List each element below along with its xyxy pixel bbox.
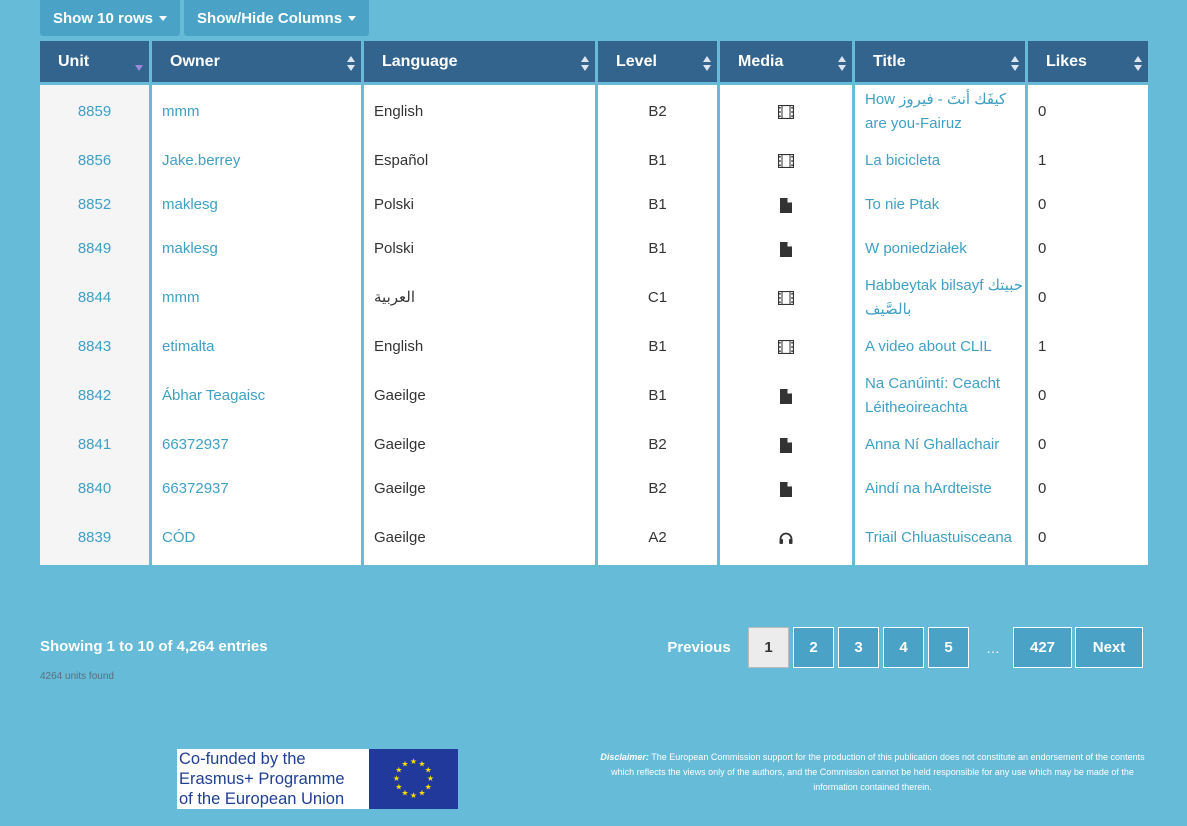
svg-text:★: ★ [424, 782, 432, 792]
erasmus-logo-text: Co-funded by the Erasmus+ Programme of the European Union [179, 750, 345, 808]
table-row [40, 511, 1148, 565]
show-hide-columns-dropdown[interactable] [184, 0, 369, 36]
level-cell: B2 [648, 103, 667, 120]
video-icon [778, 152, 794, 169]
likes-cell: 0 [1038, 436, 1047, 453]
unit-link[interactable]: 8852 [77, 196, 112, 213]
column-header-media[interactable]: Media [720, 41, 855, 85]
sort-desc-icon [135, 56, 143, 71]
next-page-button[interactable]: Next [1075, 627, 1143, 668]
pagination-ellipsis: … [986, 639, 1000, 656]
level-cell: B2 [648, 436, 667, 453]
show-rows-dropdown[interactable] [40, 0, 180, 36]
svg-text:★: ★ [418, 788, 426, 798]
column-header-title[interactable]: Title [855, 41, 1028, 85]
svg-text:★: ★ [409, 791, 418, 800]
likes-cell: 0 [1038, 103, 1047, 120]
sort-icon [838, 56, 846, 71]
title-link[interactable]: A video about CLIL [865, 338, 992, 355]
level-cell: C1 [647, 289, 668, 306]
title-link[interactable]: Aindí na hArdteiste [865, 480, 992, 497]
title-link[interactable]: To nie Ptak [865, 196, 940, 213]
unit-link[interactable]: 8859 [77, 103, 112, 120]
owner-link[interactable]: 66372937 [162, 480, 229, 497]
document-icon [780, 436, 792, 453]
page-last-button[interactable]: 427 [1013, 627, 1072, 668]
title-link[interactable]: Habbeytak bilsayf حبيتك بالصَّيف [865, 277, 1024, 318]
pagination [660, 627, 1143, 668]
units-table [40, 41, 1148, 565]
table-row [40, 139, 1148, 183]
unit-link[interactable]: 8842 [77, 387, 112, 404]
svg-text:★: ★ [418, 759, 426, 769]
language-cell: العربية [374, 289, 415, 306]
owner-link[interactable]: etimalta [162, 338, 215, 355]
table-row [40, 227, 1148, 271]
document-icon [780, 387, 792, 404]
column-header-language[interactable]: Language [364, 41, 598, 85]
column-header-unit[interactable]: Unit [40, 41, 152, 85]
page-1-button[interactable]: 1 [748, 627, 789, 668]
owner-link[interactable]: Ábhar Teagaisc [162, 387, 266, 404]
likes-cell: 0 [1038, 480, 1047, 497]
show-rows-label: Show 10 rows [53, 9, 154, 27]
language-cell: Gaeilge [374, 529, 426, 546]
language-cell: English [374, 338, 424, 355]
owner-link[interactable]: CÓD [162, 529, 196, 546]
table-row [40, 85, 1148, 139]
unit-link[interactable]: 8841 [77, 436, 112, 453]
unit-link[interactable]: 8840 [77, 480, 112, 497]
unit-link[interactable]: 8843 [77, 338, 112, 355]
level-cell: B1 [648, 387, 667, 404]
sort-icon [1011, 56, 1019, 71]
level-cell: B1 [648, 196, 667, 213]
table-row [40, 325, 1148, 369]
owner-link[interactable]: 66372937 [162, 436, 229, 453]
title-link[interactable]: W poniedziałek [865, 240, 967, 257]
erasmus-logo [177, 749, 458, 809]
svg-text:★: ★ [409, 757, 418, 766]
owner-link[interactable]: Jake.berrey [162, 152, 241, 169]
owner-link[interactable]: mmm [162, 103, 200, 120]
unit-link[interactable]: 8856 [77, 152, 112, 169]
title-link[interactable]: La bicicleta [865, 152, 941, 169]
caret-down-icon [348, 16, 356, 21]
language-cell: Polski [374, 196, 415, 213]
level-cell: A2 [648, 529, 667, 546]
column-header-level[interactable]: Level [598, 41, 720, 85]
table-row [40, 423, 1148, 467]
owner-link[interactable]: maklesg [162, 240, 218, 257]
previous-page-button[interactable]: Previous [667, 639, 731, 656]
page-3-button[interactable]: 3 [838, 627, 879, 668]
svg-text:★: ★ [424, 765, 432, 775]
language-cell: Polski [374, 240, 415, 257]
unit-link[interactable]: 8844 [77, 289, 112, 306]
video-icon [778, 338, 794, 355]
owner-link[interactable]: mmm [162, 289, 200, 306]
sort-icon [347, 56, 355, 71]
table-toolbar [40, 0, 369, 36]
likes-cell: 1 [1038, 338, 1047, 355]
table-row [40, 369, 1148, 423]
column-header-owner[interactable]: Owner [152, 41, 364, 85]
caret-down-icon [159, 16, 167, 21]
title-link[interactable]: Na Canúintí: Ceacht Léitheoireachta [865, 375, 1001, 416]
disclaimer: Disclaimer: The European Commission support for the production of this publication does not constitute an endorsement of the contents which reflects the views only of the authors, and the Commission cannot be held responsible for any use which may be made of the information contained therein. [600, 752, 1145, 792]
entries-info: Showing 1 to 10 of 4,264 entries [40, 638, 268, 655]
sort-icon [1134, 56, 1142, 71]
svg-text:★: ★ [392, 774, 401, 783]
owner-link[interactable]: maklesg [162, 196, 218, 213]
language-cell: English [374, 103, 424, 120]
svg-text:★: ★ [401, 759, 409, 769]
language-cell: Español [374, 152, 429, 169]
column-header-likes[interactable]: Likes [1028, 41, 1148, 85]
unit-link[interactable]: 8849 [77, 240, 112, 257]
title-link[interactable]: كيفَك أنتَ - فيروز How are you-Fairuz [865, 91, 1007, 132]
svg-text:★: ★ [401, 788, 409, 798]
language-cell: Gaeilge [374, 387, 426, 404]
likes-cell: 0 [1038, 196, 1047, 213]
level-cell: B1 [648, 152, 667, 169]
language-cell: Gaeilge [374, 480, 426, 497]
headphones-icon [779, 529, 793, 546]
table-row [40, 467, 1148, 511]
likes-cell: 0 [1038, 529, 1047, 546]
title-link[interactable]: Triail Chluastuisceana [865, 529, 1013, 546]
show-hide-columns-label: Show/Hide Columns [197, 9, 343, 27]
video-icon [778, 103, 794, 120]
svg-text:★: ★ [426, 774, 435, 783]
document-icon [780, 196, 792, 213]
document-icon [780, 240, 792, 257]
level-cell: B1 [648, 240, 667, 257]
video-icon [778, 289, 794, 306]
likes-cell: 0 [1038, 240, 1047, 257]
sort-icon [581, 56, 589, 71]
unit-link[interactable]: 8839 [77, 529, 112, 546]
page-4-button[interactable]: 4 [883, 627, 924, 668]
sort-icon [703, 56, 711, 71]
document-icon [780, 480, 792, 497]
likes-cell: 0 [1038, 387, 1047, 404]
svg-text:★: ★ [395, 782, 403, 792]
title-link[interactable]: Anna Ní Ghallachair [865, 436, 1000, 453]
level-cell: B2 [648, 480, 667, 497]
level-cell: B1 [648, 338, 667, 355]
language-cell: Gaeilge [374, 436, 426, 453]
likes-cell: 0 [1038, 289, 1047, 306]
table-row [40, 271, 1148, 325]
page-2-button[interactable]: 2 [793, 627, 834, 668]
table-row [40, 183, 1148, 227]
units-found-count: 4264 units found [40, 671, 114, 682]
likes-cell: 1 [1038, 152, 1047, 169]
eu-flag-icon [369, 749, 458, 809]
page-5-button[interactable]: 5 [928, 627, 969, 668]
svg-text:★: ★ [395, 765, 403, 775]
